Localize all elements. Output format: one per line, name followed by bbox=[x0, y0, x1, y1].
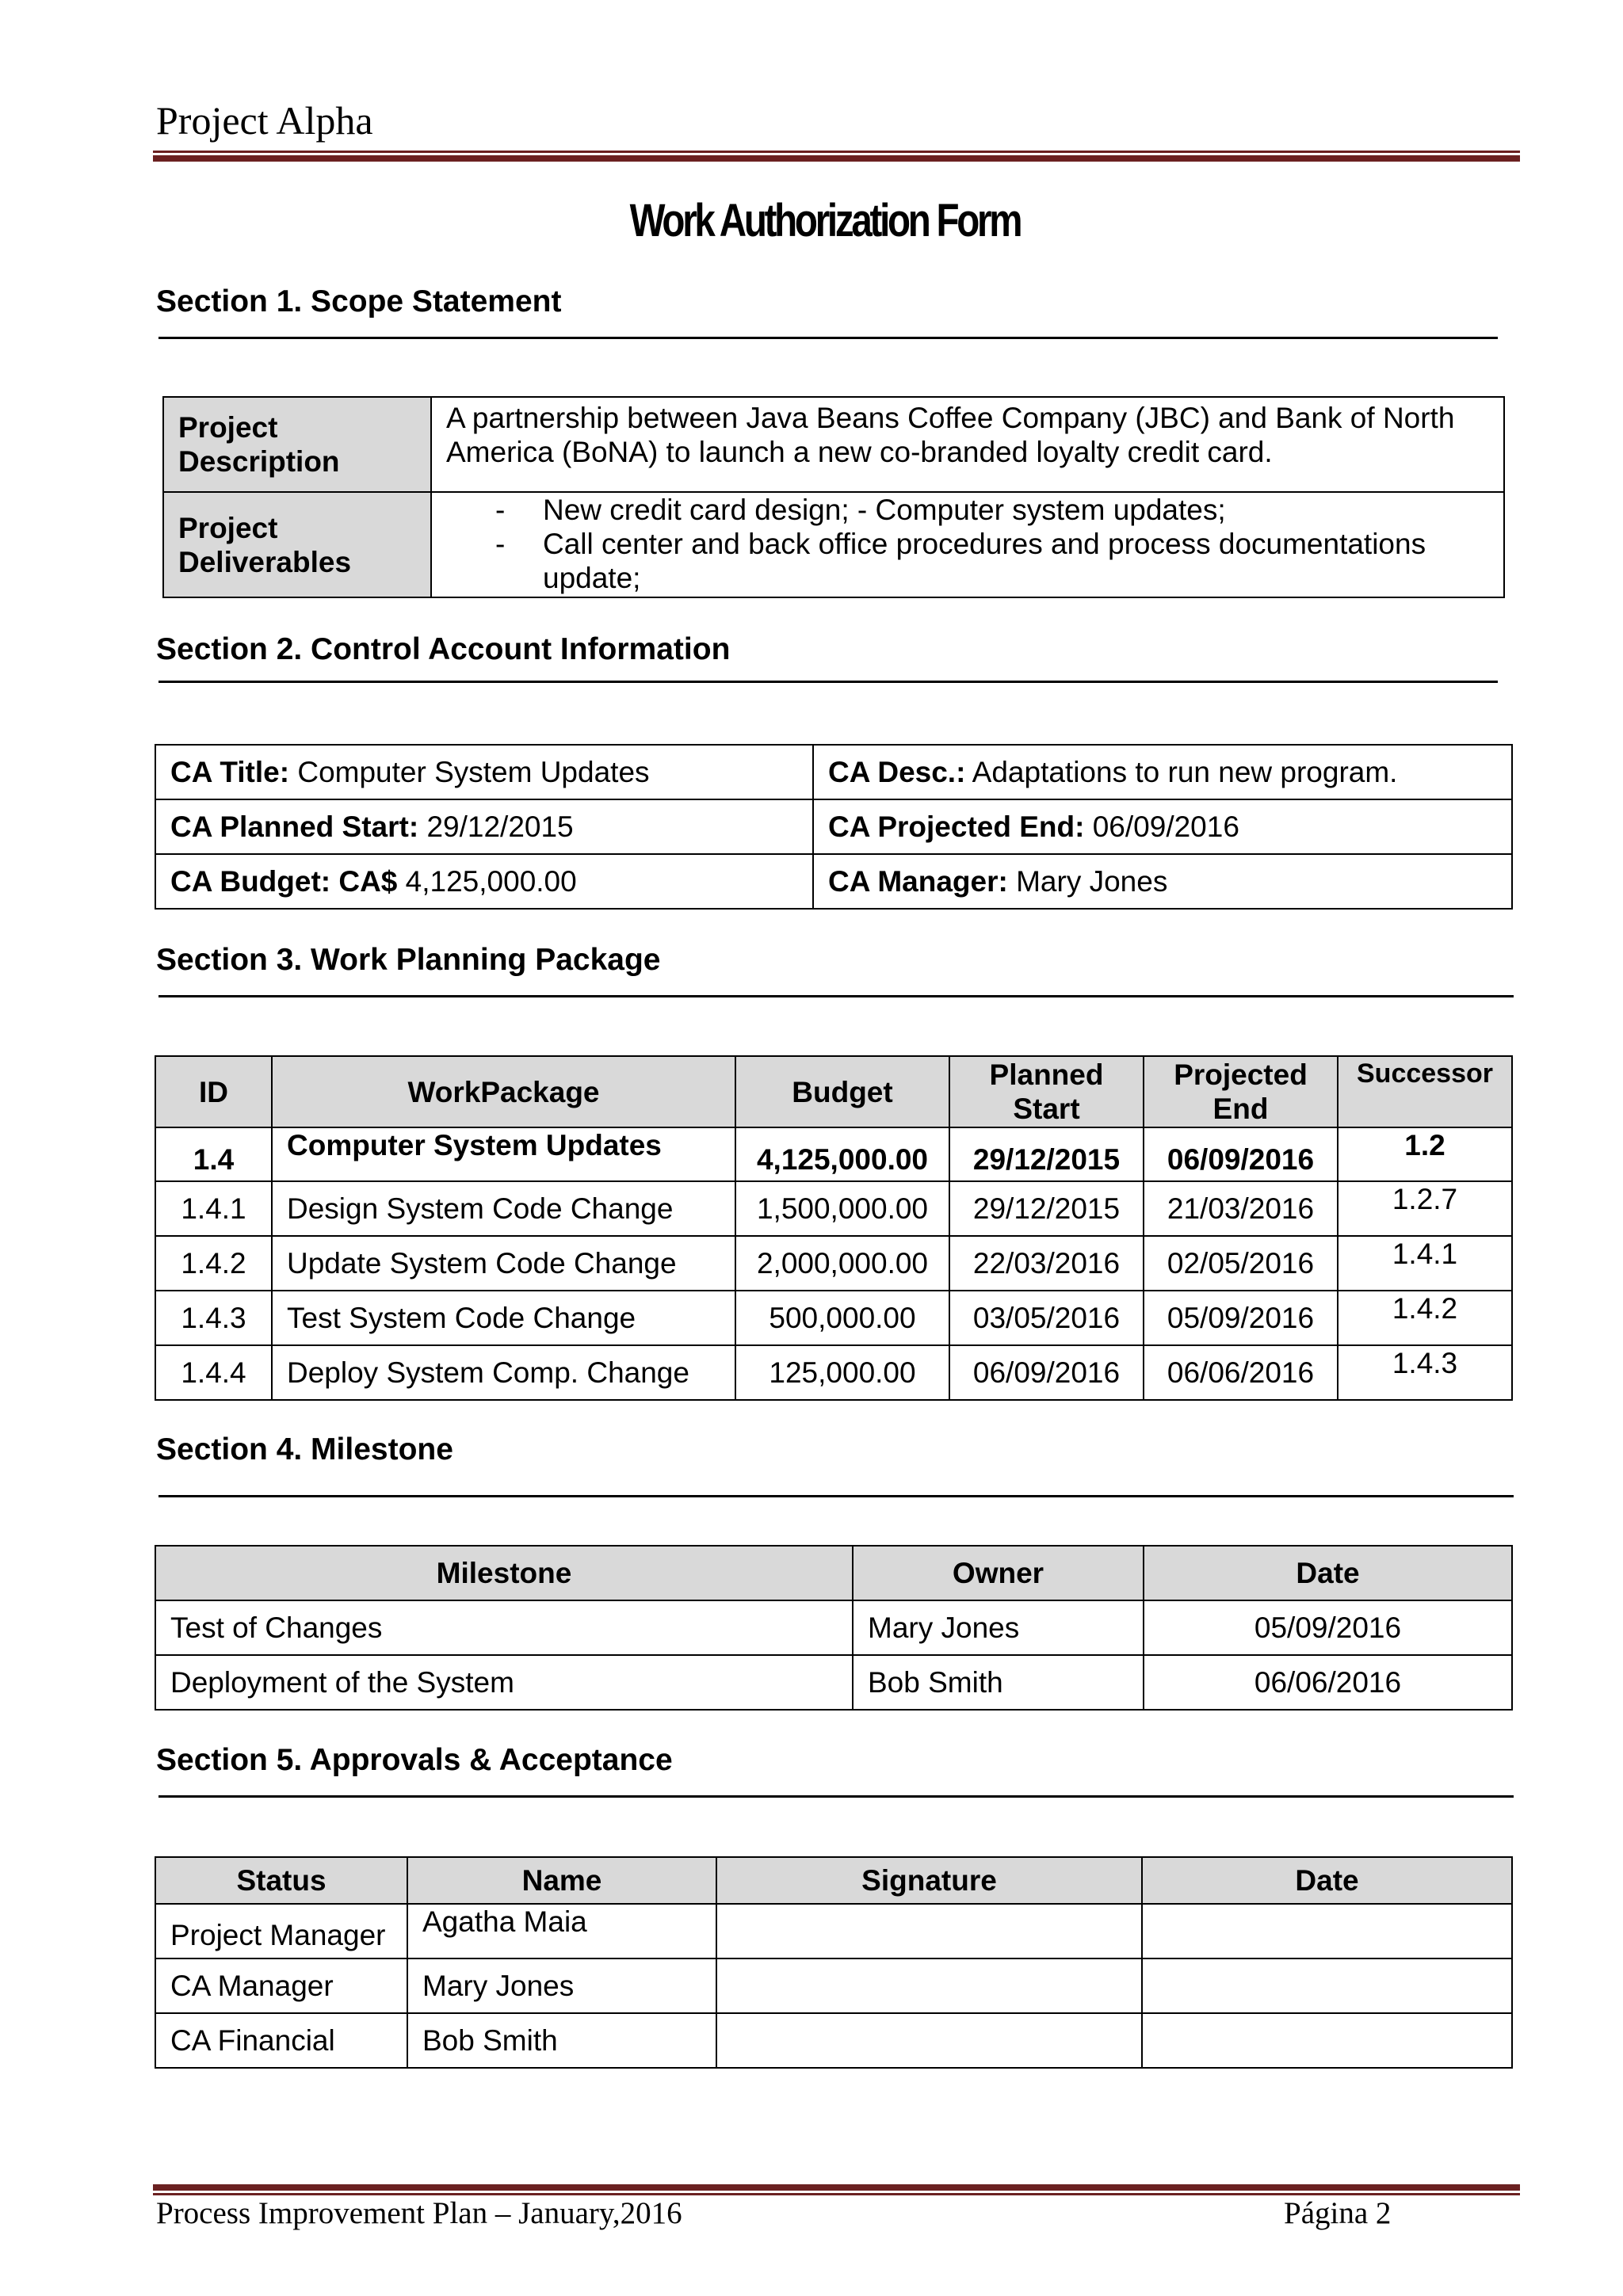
approval-status: Project Manager bbox=[155, 1904, 407, 1958]
milestone-date: 06/06/2016 bbox=[1144, 1655, 1512, 1710]
wp-budget: 500,000.00 bbox=[735, 1291, 949, 1345]
table-row bbox=[155, 1236, 1512, 1291]
ca-projected-end-cell: CA Projected End: 06/09/2016 bbox=[813, 799, 1512, 854]
wp-budget: 2,000,000.00 bbox=[735, 1236, 949, 1291]
section-2-heading: Section 2. Control Account Information bbox=[156, 632, 731, 666]
project-description-text: A partnership between Java Beans Coffee Company (JBC) and Bank of North America (BoNA) to launch a new co-branded loyalty credit card. bbox=[431, 397, 1504, 492]
wp-start: 29/12/2015 bbox=[949, 1181, 1144, 1236]
ca-title-cell: CA Title: Computer System Updates bbox=[155, 745, 813, 799]
wp-start: 29/12/2015 bbox=[949, 1127, 1144, 1181]
section-3-heading: Section 3. Work Planning Package bbox=[156, 943, 661, 977]
wp-successor: 1.2.7 bbox=[1338, 1181, 1512, 1236]
project-description-label: Project Description bbox=[163, 397, 431, 492]
approval-signature[interactable] bbox=[716, 1904, 1142, 1958]
col-header-name: Name bbox=[407, 1857, 716, 1904]
approvals-table bbox=[155, 1856, 1513, 2069]
col-header-successor: Successor bbox=[1338, 1056, 1512, 1127]
document-header-title: Project Alpha bbox=[156, 98, 373, 143]
milestone-owner: Mary Jones bbox=[853, 1600, 1144, 1655]
table-row bbox=[155, 1600, 1512, 1655]
wp-id: 1.4.1 bbox=[155, 1181, 272, 1236]
approval-name: Mary Jones bbox=[407, 1958, 716, 2013]
table-row bbox=[155, 1904, 1512, 1958]
control-account-table bbox=[155, 744, 1513, 910]
wp-name: Computer System Updates bbox=[272, 1127, 735, 1181]
wp-id: 1.4 bbox=[155, 1127, 272, 1181]
col-header-signature: Signature bbox=[716, 1857, 1142, 1904]
header-rule-thin bbox=[153, 151, 1520, 153]
section-5-heading: Section 5. Approvals & Acceptance bbox=[156, 1743, 673, 1777]
deliverable-item: - Call center and back office procedures and process documentations update; bbox=[495, 527, 1489, 595]
wp-name: Design System Code Change bbox=[272, 1181, 735, 1236]
wp-budget: 4,125,000.00 bbox=[735, 1127, 949, 1181]
approval-signature[interactable] bbox=[716, 2013, 1142, 2068]
ca-desc-cell: CA Desc.: Adaptations to run new program. bbox=[813, 745, 1512, 799]
col-header-milestone: Milestone bbox=[155, 1546, 853, 1600]
col-header-planned-start: Planned Start bbox=[949, 1056, 1144, 1127]
table-row bbox=[155, 1958, 1512, 2013]
wp-name: Test System Code Change bbox=[272, 1291, 735, 1345]
wp-budget: 125,000.00 bbox=[735, 1345, 949, 1400]
section-3-rule bbox=[158, 995, 1514, 997]
wp-successor: 1.4.2 bbox=[1338, 1291, 1512, 1345]
col-header-owner: Owner bbox=[853, 1546, 1144, 1600]
wp-id: 1.4.2 bbox=[155, 1236, 272, 1291]
ca-planned-start-cell: CA Planned Start: 29/12/2015 bbox=[155, 799, 813, 854]
work-package-table bbox=[155, 1055, 1513, 1401]
col-header-budget: Budget bbox=[735, 1056, 949, 1127]
milestone-table bbox=[155, 1545, 1513, 1711]
table-row bbox=[155, 1345, 1512, 1400]
table-row bbox=[155, 1181, 1512, 1236]
wp-name: Update System Code Change bbox=[272, 1236, 735, 1291]
wp-end: 02/05/2016 bbox=[1144, 1236, 1338, 1291]
wp-start: 06/09/2016 bbox=[949, 1345, 1144, 1400]
footer-page-number: Página 2 bbox=[1284, 2196, 1392, 2230]
wp-successor: 1.4.1 bbox=[1338, 1236, 1512, 1291]
section-4-heading: Section 4. Milestone bbox=[156, 1432, 453, 1466]
table-row bbox=[155, 1127, 1512, 1181]
col-header-status: Status bbox=[155, 1857, 407, 1904]
approval-status: CA Manager bbox=[155, 1958, 407, 2013]
wp-id: 1.4.4 bbox=[155, 1345, 272, 1400]
wp-end: 06/09/2016 bbox=[1144, 1127, 1338, 1181]
milestone-name: Deployment of the System bbox=[155, 1655, 853, 1710]
approval-name: Bob Smith bbox=[407, 2013, 716, 2068]
header-rule-thick bbox=[153, 155, 1520, 162]
wp-end: 21/03/2016 bbox=[1144, 1181, 1338, 1236]
col-header-projected-end: Projected End bbox=[1144, 1056, 1338, 1127]
project-deliverables-list bbox=[431, 492, 1504, 597]
table-row bbox=[155, 1291, 1512, 1345]
approval-name: Agatha Maia bbox=[407, 1904, 716, 1958]
scope-table bbox=[162, 396, 1505, 598]
approval-date[interactable] bbox=[1142, 1904, 1512, 1958]
deliverable-item: - New credit card design; - Computer system updates; bbox=[495, 493, 1489, 527]
wp-start: 22/03/2016 bbox=[949, 1236, 1144, 1291]
ca-budget-cell: CA Budget: CA$ 4,125,000.00 bbox=[155, 854, 813, 909]
table-row bbox=[155, 2013, 1512, 2068]
wp-end: 06/06/2016 bbox=[1144, 1345, 1338, 1400]
ca-manager-cell: CA Manager: Mary Jones bbox=[813, 854, 1512, 909]
footer-rule-thick bbox=[153, 2184, 1520, 2191]
wp-successor: 1.4.3 bbox=[1338, 1345, 1512, 1400]
wp-id: 1.4.3 bbox=[155, 1291, 272, 1345]
col-header-workpackage: WorkPackage bbox=[272, 1056, 735, 1127]
wp-start: 03/05/2016 bbox=[949, 1291, 1144, 1345]
section-1-heading: Section 1. Scope Statement bbox=[156, 284, 562, 318]
wp-budget: 1,500,000.00 bbox=[735, 1181, 949, 1236]
section-2-rule bbox=[158, 681, 1498, 683]
wp-end: 05/09/2016 bbox=[1144, 1291, 1338, 1345]
milestone-date: 05/09/2016 bbox=[1144, 1600, 1512, 1655]
section-1-rule bbox=[158, 337, 1498, 339]
footer-plan-title: Process Improvement Plan – January,2016 bbox=[156, 2196, 682, 2230]
section-5-rule bbox=[158, 1795, 1514, 1798]
milestone-name: Test of Changes bbox=[155, 1600, 853, 1655]
approval-signature[interactable] bbox=[716, 1958, 1142, 2013]
approval-status: CA Financial bbox=[155, 2013, 407, 2068]
approval-date[interactable] bbox=[1142, 2013, 1512, 2068]
col-header-id: ID bbox=[155, 1056, 272, 1127]
form-title: Work Authorization Form bbox=[629, 195, 1021, 246]
wp-successor: 1.2 bbox=[1338, 1127, 1512, 1181]
table-row bbox=[155, 1655, 1512, 1710]
wp-name: Deploy System Comp. Change bbox=[272, 1345, 735, 1400]
milestone-owner: Bob Smith bbox=[853, 1655, 1144, 1710]
col-header-date: Date bbox=[1144, 1546, 1512, 1600]
col-header-date: Date bbox=[1142, 1857, 1512, 1904]
approval-date[interactable] bbox=[1142, 1958, 1512, 2013]
section-4-rule bbox=[158, 1495, 1514, 1497]
project-deliverables-label: Project Deliverables bbox=[163, 492, 431, 597]
